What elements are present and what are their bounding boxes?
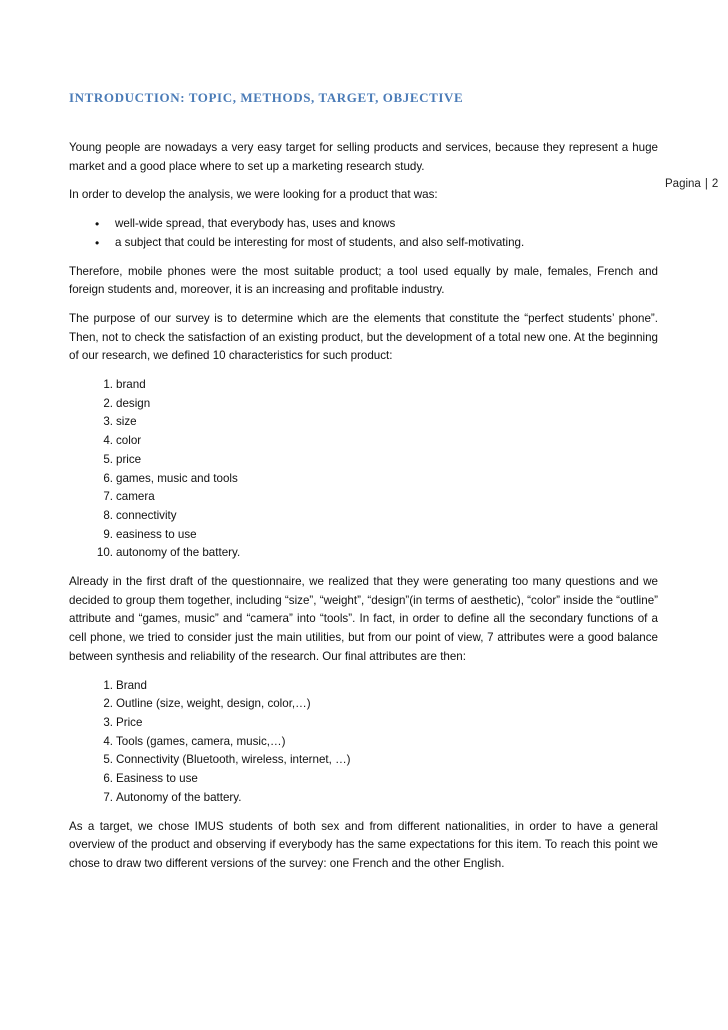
list-number: 9. (103, 527, 113, 541)
list-number: 4. (103, 734, 113, 748)
list-text: easiness to use (116, 527, 197, 541)
list-text: brand (116, 378, 146, 392)
paragraph-target: As a target, we chose IMUS students of both sex and from different nationalities, in order to have a general overview of the product and observing if everybody has the same expectations for this item. To reach this point we chose to draw two different versions of the survey: one French and the other English. (69, 819, 658, 870)
list-item (69, 677, 658, 696)
list-number: 10. (96, 546, 113, 560)
bullet-item: • a subject that could be interesting for most of students, and also self-motivating. (69, 234, 658, 253)
list-text: price (116, 452, 142, 466)
list-number: 5. (103, 753, 113, 767)
list-item (69, 526, 658, 545)
list-number: 1. (103, 378, 113, 392)
list-number: 8. (103, 508, 113, 522)
list-item (69, 376, 658, 395)
bullet-item: • well-wide spread, that everybody has, uses and knows (69, 215, 658, 234)
list-number: 6. (103, 471, 113, 485)
list-number: 5. (103, 452, 113, 466)
characteristics-list (69, 376, 658, 563)
list-item (69, 451, 658, 470)
list-item (69, 413, 658, 432)
list-item (69, 488, 658, 507)
list-number: 7. (103, 490, 113, 504)
list-text: size (116, 415, 137, 429)
list-item (69, 770, 658, 789)
list-text: autonomy of the battery. (116, 546, 241, 560)
list-number: 4. (103, 434, 113, 448)
paragraph-survey-purpose: The purpose of our survey is to determine which are the elements that constitute the “perfect students’ phone”. Then, not to check the satisfaction of an existing product, but the development of a total new one. At the beginning of our research, we defined 10 characteristics for such product: (69, 311, 658, 363)
list-item (69, 432, 658, 451)
paragraph-mobile-phones: Therefore, mobile phones were the most suitable product; a tool used equally by male, females, French and foreign students and, moreover, it is an increasing and profitable industry. (69, 264, 658, 297)
list-item (69, 470, 658, 489)
list-item (69, 751, 658, 770)
paragraph-intro: Young people are nowadays a very easy target for selling products and services, because they represent a huge market and a good place where to set up a marketing research study. (69, 141, 658, 173)
list-text: Outline (size, weight, design, color,…) (116, 697, 311, 711)
list-text: camera (116, 490, 155, 504)
list-number: 2. (103, 396, 113, 410)
page-separator: | (704, 178, 708, 190)
list-text: color (116, 434, 142, 448)
list-number: 3. (103, 415, 113, 429)
page-label-text: Pagina (665, 178, 701, 190)
list-number: 2. (103, 697, 113, 711)
list-number: 7. (103, 790, 113, 804)
list-text: connectivity (116, 508, 177, 522)
list-number: 1. (103, 678, 113, 692)
paragraph-product-criteria: In order to develop the analysis, we were looking for a product that was: (69, 188, 438, 202)
list-text: Brand (116, 678, 147, 692)
page-number-label (665, 178, 718, 190)
list-text: design (116, 396, 151, 410)
list-number: 3. (103, 715, 113, 729)
list-text: Connectivity (Bluetooth, wireless, internet, …) (116, 753, 351, 767)
list-item (69, 507, 658, 526)
list-text: Autonomy of the battery. (116, 790, 242, 804)
section-heading: INTRODUCTION: TOPIC, METHODS, TARGET, OBJECTIVE (69, 90, 464, 105)
list-number: 6. (103, 772, 113, 786)
list-item (69, 714, 658, 733)
criteria-bullet-list (69, 215, 658, 252)
list-text: Easiness to use (116, 772, 198, 786)
list-item (69, 695, 658, 714)
page-number-value: 2 (711, 178, 719, 190)
list-item (69, 395, 658, 414)
list-item (69, 789, 658, 808)
list-item (69, 733, 658, 752)
document-body (69, 139, 658, 884)
final-attributes-list (69, 677, 658, 808)
list-text: Tools (games, camera, music,…) (116, 734, 286, 748)
paragraph-grouping: Already in the first draft of the questionnaire, we realized that they were generating too many questions and we decided to group them together, including “size”, “weight”, “design”(in terms of aesthetic), “color” inside the “outline” attribute and “games, music” and “camera” into “tools”. In fact, in order to define all the secondary functions of a cell phone, we tried to consider just the main utilities, but from our point of view, 7 attributes were a good balance between synthesis and reliability of the research. Our final attributes are then: (69, 575, 658, 663)
list-text: Price (116, 715, 143, 729)
list-text: games, music and tools (116, 471, 238, 485)
list-item (69, 544, 658, 563)
